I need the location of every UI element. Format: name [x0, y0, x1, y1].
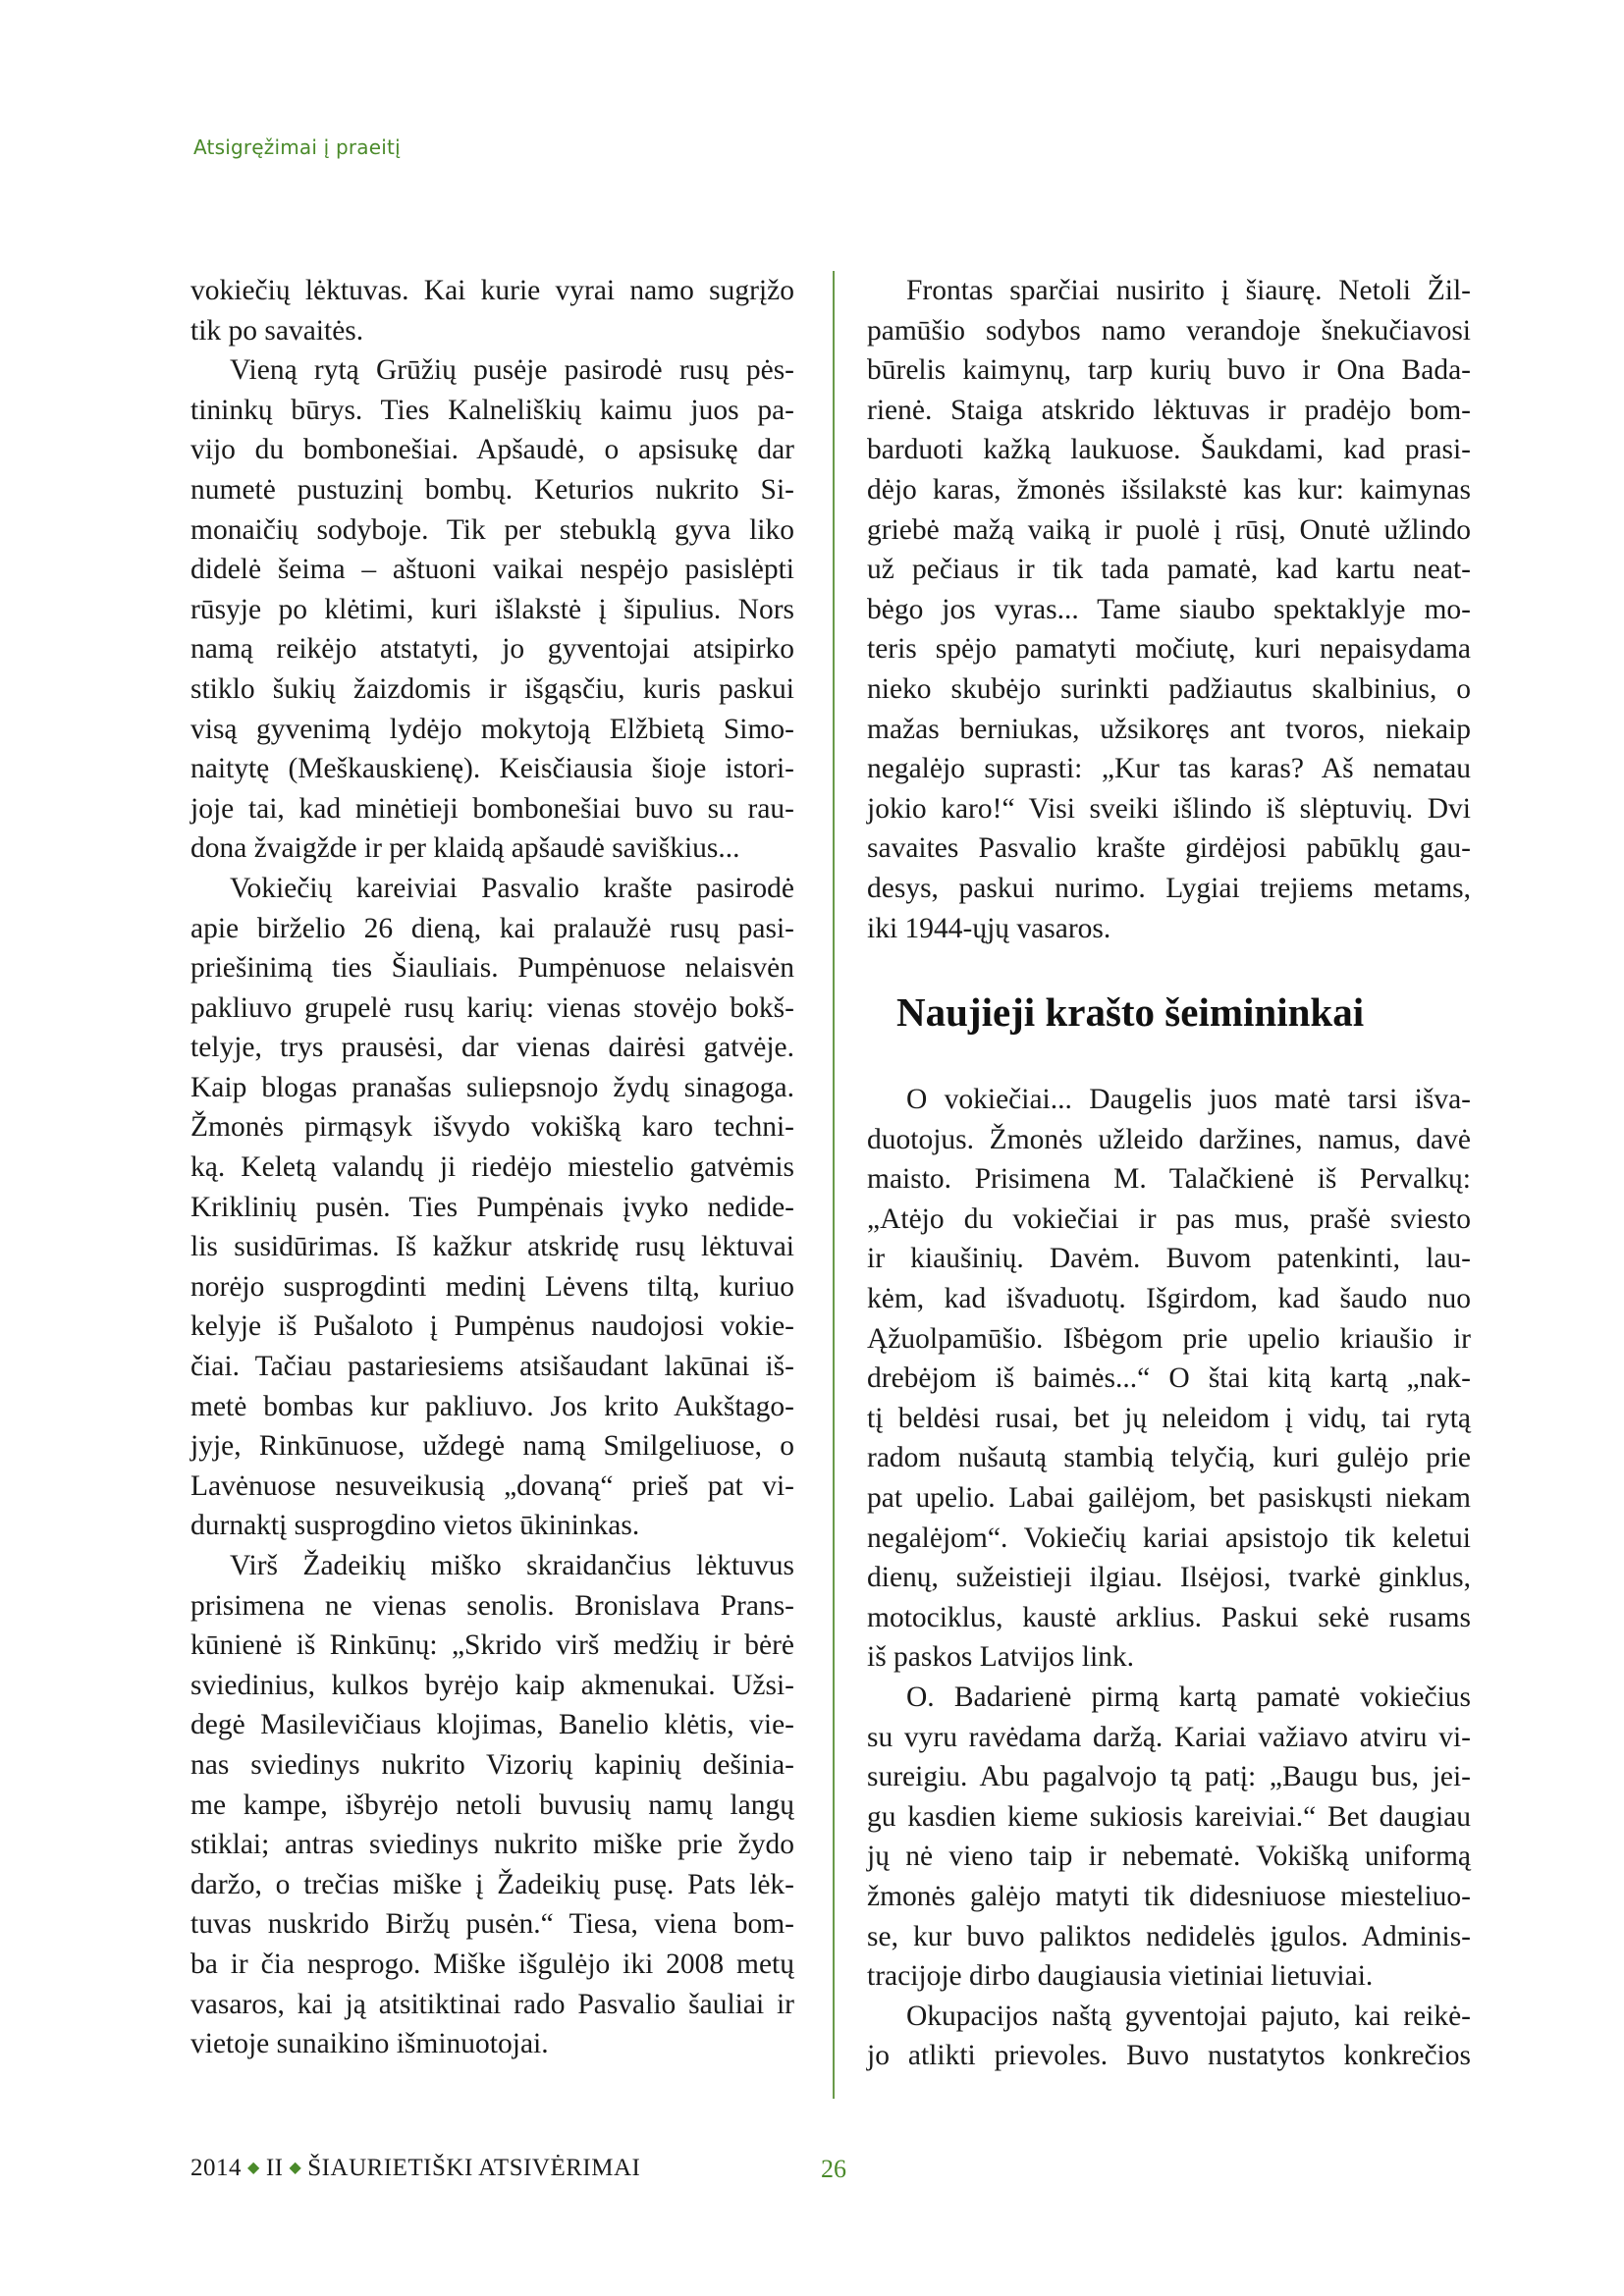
- text-line: Ąžuolpamūšio. Išbėgom prie upelio kriaušio ir: [867, 1322, 1471, 1355]
- text-line: vietoje sunaikino išminuotojai.: [190, 2028, 549, 2060]
- text-line: nieko skubėjo surinkti padžiautus skalbinius, o: [867, 672, 1471, 705]
- text-line: Vokiečių kareiviai Pasvalio krašte pasirodė: [230, 872, 794, 904]
- text-line: negalėjo suprasti: „Kur tas karas? Aš nematau: [867, 753, 1471, 785]
- text-line: prisimena ne vienas senolis. Bronislava Prans-: [190, 1589, 794, 1622]
- text-line: dona žvaigžde ir per klaidą apšaudė saviškius...: [190, 832, 740, 865]
- text-line: su vyru ravėdama daržą. Kariai važiavo atviru vi-: [867, 1721, 1471, 1753]
- text-line: jų nė vieno taip ir nebematė. Vokišką uniformą: [867, 1841, 1471, 1873]
- text-line: rienė. Staiga atskrido lėktuvas ir pradėjo bom-: [867, 394, 1471, 426]
- text-line: griebė mažą vaiką ir puolė į rūsį, Onutė užlindo: [867, 513, 1471, 546]
- text-line: Virš Žadeikių miško skraidančius lėktuvus: [230, 1550, 794, 1581]
- text-line: stiklo šukių žaizdomis ir išgąsčiu, kuris paskui: [190, 672, 794, 705]
- text-line: me kampe, išbyrėjo netoli buvusių namų langų: [190, 1789, 794, 1821]
- text-line: Frontas sparčiai nusirito į šiaurę. Netoli Žil-: [906, 275, 1471, 306]
- text-line: maisto. Prisimena M. Talačkienė iš Pervalkų:: [867, 1163, 1471, 1196]
- text-line: didelė šeima – aštuoni vaikai nespėjo pasislėpti: [190, 554, 794, 586]
- footer-year: 2014: [190, 2155, 242, 2181]
- text-line: jo atlikti prievoles. Buvo nustatytos konkrečios: [867, 2040, 1471, 2072]
- text-line: būrelis kaimynų, tarp kurių buvo ir Ona Bada-: [867, 354, 1471, 387]
- text-line: ba ir čia nesprogo. Miške išgulėjo iki 2008 metų: [190, 1948, 794, 1980]
- text-line: sviedinius, kulkos byrėjo kaip akmenukai. Užsi-: [190, 1669, 794, 1701]
- text-line: negalėjom“. Vokiečių kariai apsistojo tik keletui: [867, 1522, 1471, 1554]
- text-line: priešinimą ties Šiauliais. Pumpėnuose nelaisvėn: [190, 952, 794, 985]
- text-line: tį beldėsi rusai, bet jų neleidom į vidų, tai rytą: [867, 1402, 1471, 1434]
- text-line: stiklai; antras sviedinys nukrito miške prie žydo: [190, 1829, 794, 1861]
- text-line: sureigiu. Abu pagalvojo tą patį: „Baugu bus, jei-: [867, 1761, 1471, 1793]
- text-line: kūnienė iš Rinkūnų: „Skrido virš medžių ir bėrė: [190, 1629, 794, 1662]
- text-line: joje tai, kad minėtieji bombonešiai buvo su rau-: [190, 792, 794, 825]
- text-line: nas sviedinys nukrito Vizorių kapinių dešinia-: [190, 1748, 794, 1781]
- running-header: Atsigręžimai į praeitį: [193, 135, 401, 159]
- footer-journal-title: ŠIAURIETIŠKI ATSIVĖRIMAI: [307, 2155, 641, 2181]
- page-number: 26: [821, 2155, 846, 2183]
- text-line: bėgo jos vyras... Tame siaubo spektaklyje mo-: [867, 593, 1471, 625]
- section-heading: Naujieji krašto šeimininkai: [896, 989, 1365, 1036]
- text-line: daržo, o trečias miške į Žadeikių pusę. Pats lėk-: [190, 1868, 794, 1900]
- text-line: vasaros, kai ją atsitiktinai rado Pasvalio šauliai ir: [190, 1988, 794, 2020]
- text-line: visą gyvenimą lydėjo mokytoją Elžbietą Simo-: [190, 713, 794, 745]
- text-line: tik po savaitės.: [190, 314, 364, 347]
- text-line: se, kur buvo paliktos nedidelės įgulos. Adminis-: [867, 1920, 1471, 1952]
- text-line: radom nušautą stambią telyčią, kuri gulėjo prie: [867, 1442, 1471, 1474]
- right-text-column: [867, 271, 1471, 2076]
- text-line: dėjo karas, žmonės išsilakstė kas kur: kaimynas: [867, 473, 1471, 506]
- text-line: už pečiaus ir tik tada pamatė, kad kartu neat-: [867, 554, 1471, 586]
- text-line: pat upelio. Labai gailėjom, bet pasiskųsti niekam: [867, 1482, 1471, 1515]
- footer-journal-info: [190, 2155, 640, 2182]
- text-line: jyje, Rinkūnuose, uždegė namą Smilgeliuose, o: [190, 1430, 794, 1463]
- text-line: Kaip blogas pranašas suliepsnojo žydų sinagoga.: [190, 1071, 794, 1103]
- text-line: žmonės galėjo matyti tik didesniuose miesteliuo-: [867, 1880, 1471, 1912]
- text-line: kelyje iš Pušaloto į Pumpėnus naudojosi vokie-: [190, 1310, 794, 1343]
- text-line: pakliuvo grupelė rusų karių: vienas stovėjo bokš-: [190, 991, 794, 1024]
- text-line: Vieną rytą Grūžių pusėje pasirodė rusų pės-: [230, 354, 794, 387]
- text-line: Okupacijos naštą gyventojai pajuto, kai reikė-: [906, 2000, 1471, 2032]
- text-line: pamūšio sodybos namo verandoje šnekučiavosi: [867, 314, 1471, 347]
- text-line: tuvas nuskrido Biržų pusėn.“ Tiesa, viena bom-: [190, 1908, 794, 1941]
- text-line: monaičių sodyboje. Tik per stebuklą gyva liko: [190, 513, 794, 546]
- text-line: iš paskos Latvijos link.: [867, 1641, 1135, 1674]
- diamond-bullet-icon: ◆: [289, 2160, 302, 2176]
- text-line: savaites Pasvalio krašte girdėjosi pabūklų gau-: [867, 832, 1471, 865]
- text-line: čiai. Tačiau pastariesiems atsišaudant lakūnai iš-: [190, 1351, 794, 1383]
- text-line: vijo du bombonešiai. Apšaudė, o apsisukę dar: [190, 434, 794, 466]
- text-line: Žmonės pirmąsyk išvydo vokišką karo techni-: [190, 1111, 794, 1144]
- text-line: Lavėnuose nesuveikusią „dovaną“ prieš pat vi-: [190, 1469, 794, 1502]
- text-line: tracijoje dirbo daugiausia vietiniai lietuviai.: [867, 1960, 1374, 1993]
- text-line: barduoti kažką laukuose. Šaukdami, kad prasi-: [867, 434, 1471, 466]
- text-line: drebėjom iš baimės...“ O štai kitą kartą „nak-: [867, 1362, 1471, 1395]
- text-line: O vokiečiai... Daugelis juos matė tarsi išva-: [906, 1084, 1471, 1116]
- text-line: mažas berniukas, užsikoręs ant tvoros, niekaip: [867, 713, 1471, 745]
- text-line: iki 1944-ųjų vasaros.: [867, 912, 1111, 944]
- text-line: apie birželio 26 dieną, kai pralaužė rusų pasi-: [190, 912, 794, 944]
- text-line: rūsyje po klėtimi, kuri išlakstė į šipulius. Nors: [190, 593, 794, 625]
- left-text-column: [190, 271, 794, 2064]
- right-column-intro-text: [867, 271, 1471, 948]
- text-line: teris spėjo pamatyti močiutę, kuri nepaisydama: [867, 633, 1471, 666]
- text-line: ir kiaušinių. Davėm. Buvom patenkinti, lau-: [867, 1243, 1471, 1275]
- text-line: duotojus. Žmonės užleido daržines, namus, davė: [867, 1123, 1471, 1155]
- text-line: metė bombas kur pakliuvo. Jos krito Aukštago-: [190, 1390, 794, 1422]
- text-line: vokiečių lėktuvas. Kai kurie vyrai namo sugrįžo: [190, 275, 794, 306]
- text-line: durnaktį susprogdino vietos ūkininkas.: [190, 1510, 640, 1542]
- text-line: ką. Keletą valandų ji riedėjo miestelio gatvėmis: [190, 1151, 794, 1184]
- text-line: telyje, trys prausėsi, dar vienas dairėsi gatvėje.: [190, 1032, 794, 1064]
- footer-issue: II: [265, 2155, 284, 2181]
- text-line: Kriklinių pusėn. Ties Pumpėnais įvyko nedide-: [190, 1191, 794, 1223]
- text-line: motociklus, kaustė arklius. Paskui sekė rusams: [867, 1601, 1471, 1633]
- text-line: tininkų būrys. Ties Kalneliškių kaimu juos pa-: [190, 394, 794, 426]
- text-line: kėm, kad išvaduotų. Išgirdom, kad šaudo nuo: [867, 1283, 1471, 1315]
- column-divider: [833, 271, 835, 2099]
- text-line: jokio karo!“ Visi sveiki išlindo iš slėptuvių. Dvi: [867, 792, 1471, 825]
- diamond-bullet-icon: ◆: [247, 2160, 260, 2176]
- text-line: namą reikėjo atstatyti, jo gyventojai atsipirko: [190, 633, 794, 666]
- text-line: gu kasdien kieme sukiosis kareiviai.“ Bet daugiau: [867, 1800, 1471, 1833]
- text-line: naitytę (Meškauskienę). Keisčiausia šioje istori-: [190, 753, 794, 785]
- text-line: numetė pustuzinį bombų. Keturios nukrito Si-: [190, 473, 794, 506]
- text-line: „Atėjo du vokiečiai ir pas mus, prašė sviesto: [867, 1202, 1471, 1235]
- text-line: norėjo susprogdinti medinį Lėvens tiltą, kuriuo: [190, 1270, 794, 1303]
- text-line: desys, paskui nurimo. Lygiai trejiems metams,: [867, 872, 1471, 904]
- text-line: degė Masilevičiaus klojimas, Banelio klėtis, vie-: [190, 1709, 794, 1741]
- text-line: lis susidūrimas. Iš kažkur atskridę rusų lėktuvai: [190, 1231, 794, 1263]
- text-line: O. Badarienė pirmą kartą pamatė vokiečius: [906, 1682, 1471, 1713]
- right-column-section-text: [867, 1080, 1471, 2076]
- text-line: dienų, sužeistieji ilgiau. Ilsėjosi, tvarkė ginklus,: [867, 1562, 1471, 1594]
